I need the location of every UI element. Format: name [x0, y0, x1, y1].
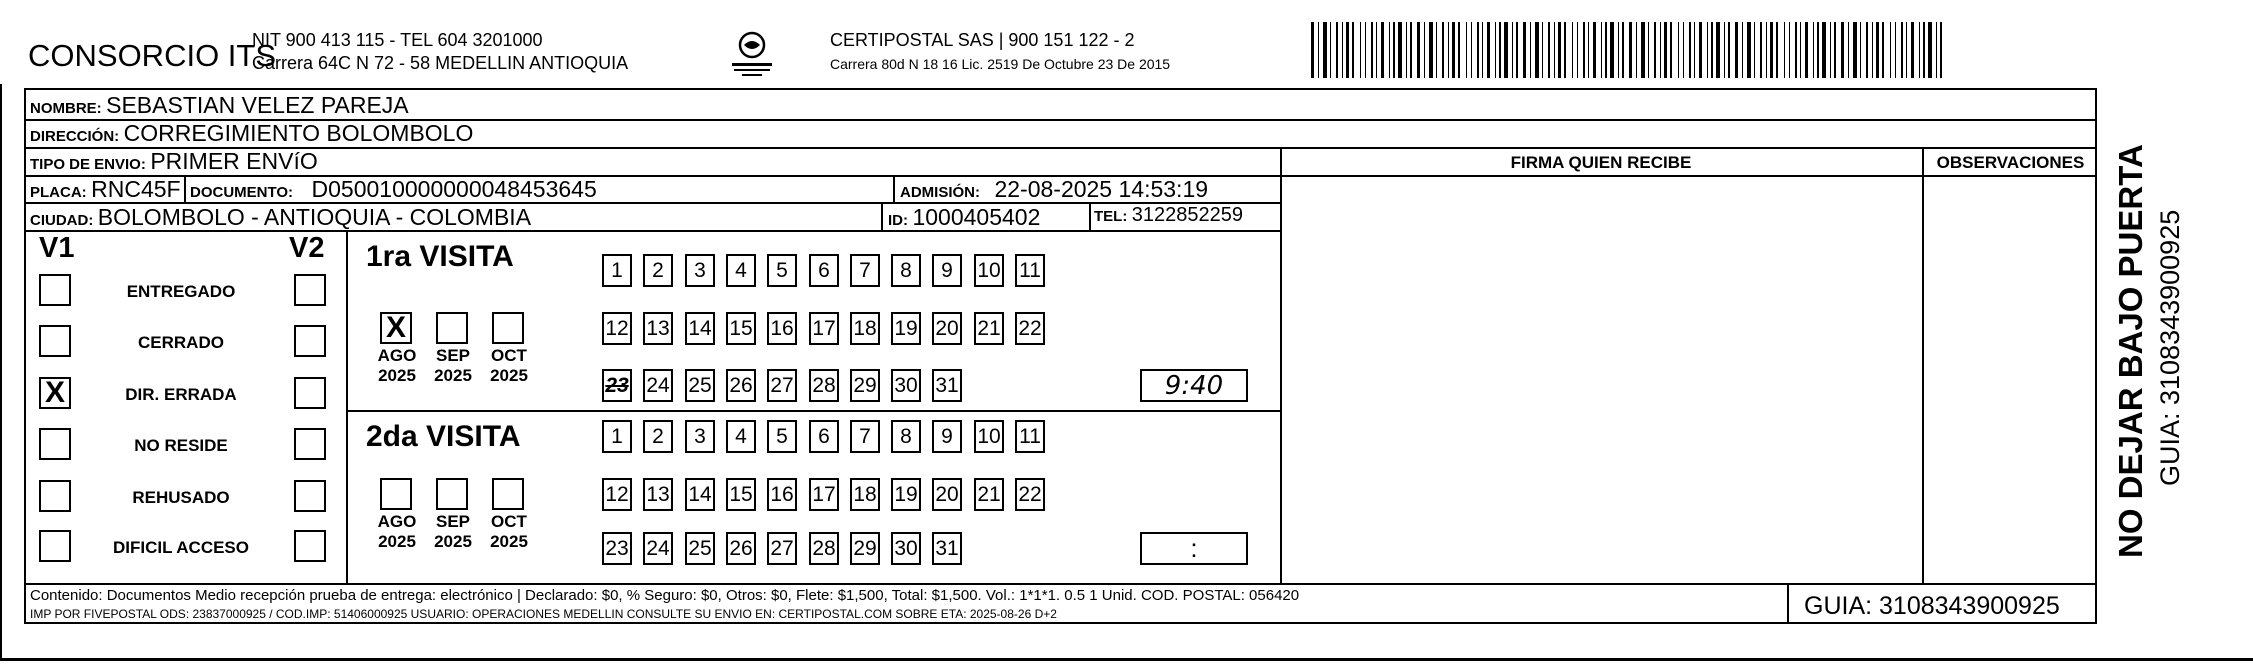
- v2-header: V2: [289, 232, 325, 264]
- month-label: AGO 2025: [377, 346, 417, 385]
- month-label: SEP 2025: [434, 512, 472, 551]
- day-box[interactable]: 25: [685, 369, 715, 402]
- day-box[interactable]: 24: [643, 532, 673, 565]
- id-value: 1000405402: [912, 204, 1041, 230]
- placa-field: [30, 176, 181, 203]
- day-box[interactable]: 13: [643, 478, 673, 511]
- month-label: OCT 2025: [490, 512, 528, 551]
- side-guia: GUIA: 3108343900925: [2155, 209, 2185, 486]
- day-box[interactable]: 20: [932, 478, 962, 511]
- day-box[interactable]: 7: [850, 420, 880, 453]
- month-label: AGO 2025: [377, 512, 417, 551]
- day-box[interactable]: 13: [643, 312, 673, 345]
- day-box[interactable]: 11: [1015, 254, 1045, 287]
- tipo-field: [30, 148, 318, 175]
- v2-checkbox[interactable]: [294, 480, 326, 512]
- direccion-value: CORREGIMIENTO BOLOMBOLO: [123, 120, 474, 146]
- page-border-left: [0, 84, 2, 660]
- ciudad-label: CIUDAD:: [30, 212, 94, 229]
- status-label: DIR. ERRADA: [125, 385, 237, 404]
- id-label: ID:: [888, 212, 908, 229]
- delivery-form: [24, 88, 2097, 624]
- v1-checkbox[interactable]: [39, 274, 71, 306]
- day-box[interactable]: 12: [602, 312, 632, 345]
- day-box[interactable]: 14: [685, 478, 715, 511]
- day-box[interactable]: 21: [974, 478, 1004, 511]
- visit2-time-value: :: [1190, 533, 1198, 563]
- ciudad-field: [30, 204, 531, 231]
- day-box[interactable]: 3: [685, 254, 715, 287]
- v1-checkbox[interactable]: [39, 428, 71, 460]
- barcode: [1311, 22, 1945, 78]
- day-box[interactable]: 4: [726, 420, 756, 453]
- day-box[interactable]: 29: [850, 532, 880, 565]
- month-checkbox[interactable]: [436, 478, 468, 510]
- visit1-time[interactable]: [1140, 369, 1248, 402]
- day-box[interactable]: 27: [767, 532, 797, 565]
- day-box[interactable]: 26: [726, 369, 756, 402]
- day-box[interactable]: 30: [891, 369, 921, 402]
- v1-header: V1: [39, 232, 75, 264]
- day-box[interactable]: 16: [767, 312, 797, 345]
- day-box[interactable]: 8: [891, 254, 921, 287]
- month-checkbox[interactable]: [492, 312, 524, 344]
- day-box[interactable]: 19: [891, 478, 921, 511]
- day-box[interactable]: 6: [809, 420, 839, 453]
- month-label: OCT 2025: [490, 346, 528, 385]
- visit2-title: 2da VISITA: [366, 420, 521, 453]
- v2-checkbox[interactable]: [294, 530, 326, 562]
- day-box[interactable]: 25: [685, 532, 715, 565]
- v2-checkbox[interactable]: [294, 274, 326, 306]
- day-box[interactable]: 6: [809, 254, 839, 287]
- day-box[interactable]: 12: [602, 478, 632, 511]
- day-box[interactable]: 15: [726, 478, 756, 511]
- day-box[interactable]: 30: [891, 532, 921, 565]
- footer-content: Contenido: Documentos Medio recepción prueba de entrega: electrónico | Declarado: $0, % Seguro: $0, Otros: $0, Flete: $1,500, Total: $1,500. Vol.: 1*1*1. 0.5 1 Unid. COD. POSTAL: 056420: [30, 587, 1300, 604]
- day-box[interactable]: 10: [974, 254, 1004, 287]
- day-box[interactable]: 5: [767, 420, 797, 453]
- day-box[interactable]: 2: [643, 254, 673, 287]
- day-box[interactable]: 11: [1015, 420, 1045, 453]
- day-box[interactable]: 23: [602, 532, 632, 565]
- company-address: Carrera 64C N 72 - 58 MEDELLIN ANTIOQUIA: [252, 53, 629, 73]
- v1-checkbox[interactable]: [39, 377, 71, 409]
- ciudad-value: BOLOMBOLO - ANTIOQUIA - COLOMBIA: [97, 204, 532, 230]
- side-warning: NO DEJAR BAJO PUERTA: [2112, 144, 2149, 558]
- day-box[interactable]: 10: [974, 420, 1004, 453]
- day-box[interactable]: 17: [809, 312, 839, 345]
- month-checkbox[interactable]: [380, 312, 412, 344]
- month-label: SEP 2025: [434, 346, 472, 385]
- month-checkbox[interactable]: [380, 478, 412, 510]
- day-box[interactable]: 9: [932, 254, 962, 287]
- day-box[interactable]: 5: [767, 254, 797, 287]
- status-label: NO RESIDE: [134, 436, 228, 455]
- day-box[interactable]: 24: [643, 369, 673, 402]
- tel-label: TEL:: [1094, 208, 1128, 225]
- direccion-field: [30, 120, 473, 147]
- tipo-label: TIPO DE ENVIO:: [30, 156, 146, 173]
- placa-value: RNC45F: [91, 176, 181, 202]
- admision-label: ADMISIÓN:: [900, 184, 980, 201]
- company-nit: NIT 900 413 115 - TEL 604 3201000: [252, 30, 543, 50]
- day-box[interactable]: 16: [767, 478, 797, 511]
- tel-field: [1094, 204, 1243, 227]
- visit2-time[interactable]: [1140, 532, 1248, 565]
- day-box[interactable]: 20: [932, 312, 962, 345]
- status-label: CERRADO: [138, 333, 224, 352]
- day-box[interactable]: 22: [1015, 478, 1045, 511]
- day-box[interactable]: 1: [602, 254, 632, 287]
- documento-field: [190, 176, 597, 203]
- day-box[interactable]: 22: [1015, 312, 1045, 345]
- day-box[interactable]: 1: [602, 420, 632, 453]
- certipostal-logo: [728, 28, 776, 80]
- v1-checkbox[interactable]: [39, 325, 71, 357]
- day-box[interactable]: 26: [726, 532, 756, 565]
- v2-checkbox[interactable]: [294, 377, 326, 409]
- day-box[interactable]: 23: [602, 369, 632, 402]
- nombre-field: [30, 92, 409, 119]
- day-box[interactable]: 31: [932, 532, 962, 565]
- status-label: REHUSADO: [132, 488, 230, 507]
- documento-value: D050010000000048453645: [311, 176, 597, 202]
- day-box[interactable]: 19: [891, 312, 921, 345]
- status-label: DIFICIL ACCESO: [112, 538, 249, 557]
- admision-value: 22-08-2025 14:53:19: [994, 176, 1209, 202]
- id-field: [888, 204, 1040, 231]
- carrier-address: Carrera 80d N 18 16 Lic. 2519 De Octubre 23 De 2015: [830, 56, 1171, 72]
- v2-checkbox[interactable]: [294, 428, 326, 460]
- tel-value: 3122852259: [1131, 204, 1244, 226]
- firma-header: FIRMA QUIEN RECIBE: [1510, 153, 1692, 172]
- company-name: CONSORCIO ITS: [28, 38, 277, 73]
- check-mark-icon: X: [386, 311, 407, 344]
- month-checkbox[interactable]: [492, 478, 524, 510]
- day-box[interactable]: 3: [685, 420, 715, 453]
- visit1-title: 1ra VISITA: [366, 240, 514, 273]
- v2-checkbox[interactable]: [294, 325, 326, 357]
- footer-print-info: IMP POR FIVEPOSTAL ODS: 23837000925 / COD.IMP: 51406000925 USUARIO: OPERACIONES MEDELLIN CONSULTE SU ENVIO EN: CERTIPOSTAL.COM SOBRE ETA: 2025-08-26 D+2: [30, 607, 1057, 621]
- tipo-value: PRIMER ENVíO: [150, 148, 318, 174]
- observaciones-header: OBSERVACIONES: [1936, 153, 2085, 172]
- day-box[interactable]: 18: [850, 478, 880, 511]
- day-box[interactable]: 27: [767, 369, 797, 402]
- day-box[interactable]: 31: [932, 369, 962, 402]
- day-box[interactable]: 8: [891, 420, 921, 453]
- day-box[interactable]: 29: [850, 369, 880, 402]
- direccion-label: DIRECCIÓN:: [30, 128, 120, 145]
- v1-checkbox[interactable]: [39, 480, 71, 512]
- check-mark-icon: X: [45, 376, 66, 409]
- day-box[interactable]: 14: [685, 312, 715, 345]
- day-box[interactable]: 4: [726, 254, 756, 287]
- day-box[interactable]: 15: [726, 312, 756, 345]
- day-box[interactable]: 18: [850, 312, 880, 345]
- page-border-bottom: [0, 658, 2253, 661]
- status-label: ENTREGADO: [126, 282, 236, 301]
- day-box[interactable]: 28: [809, 532, 839, 565]
- documento-label: DOCUMENTO:: [190, 184, 294, 201]
- day-box[interactable]: 28: [809, 369, 839, 402]
- day-box[interactable]: 21: [974, 312, 1004, 345]
- nombre-label: NOMBRE:: [30, 100, 102, 117]
- day-box[interactable]: 7: [850, 254, 880, 287]
- day-box[interactable]: 2: [643, 420, 673, 453]
- admision-field: [900, 176, 1208, 203]
- nombre-value: SEBASTIAN VELEZ PAREJA: [106, 92, 409, 118]
- day-box[interactable]: 17: [809, 478, 839, 511]
- footer-guia: GUIA: 3108343900925: [1804, 592, 2060, 620]
- day-box[interactable]: 9: [932, 420, 962, 453]
- placa-label: PLACA:: [30, 184, 87, 201]
- visit1-time-value: 9:40: [1164, 370, 1224, 401]
- carrier-name: CERTIPOSTAL SAS | 900 151 122 - 2: [830, 30, 1135, 50]
- v1-checkbox[interactable]: [39, 530, 71, 562]
- month-checkbox[interactable]: [436, 312, 468, 344]
